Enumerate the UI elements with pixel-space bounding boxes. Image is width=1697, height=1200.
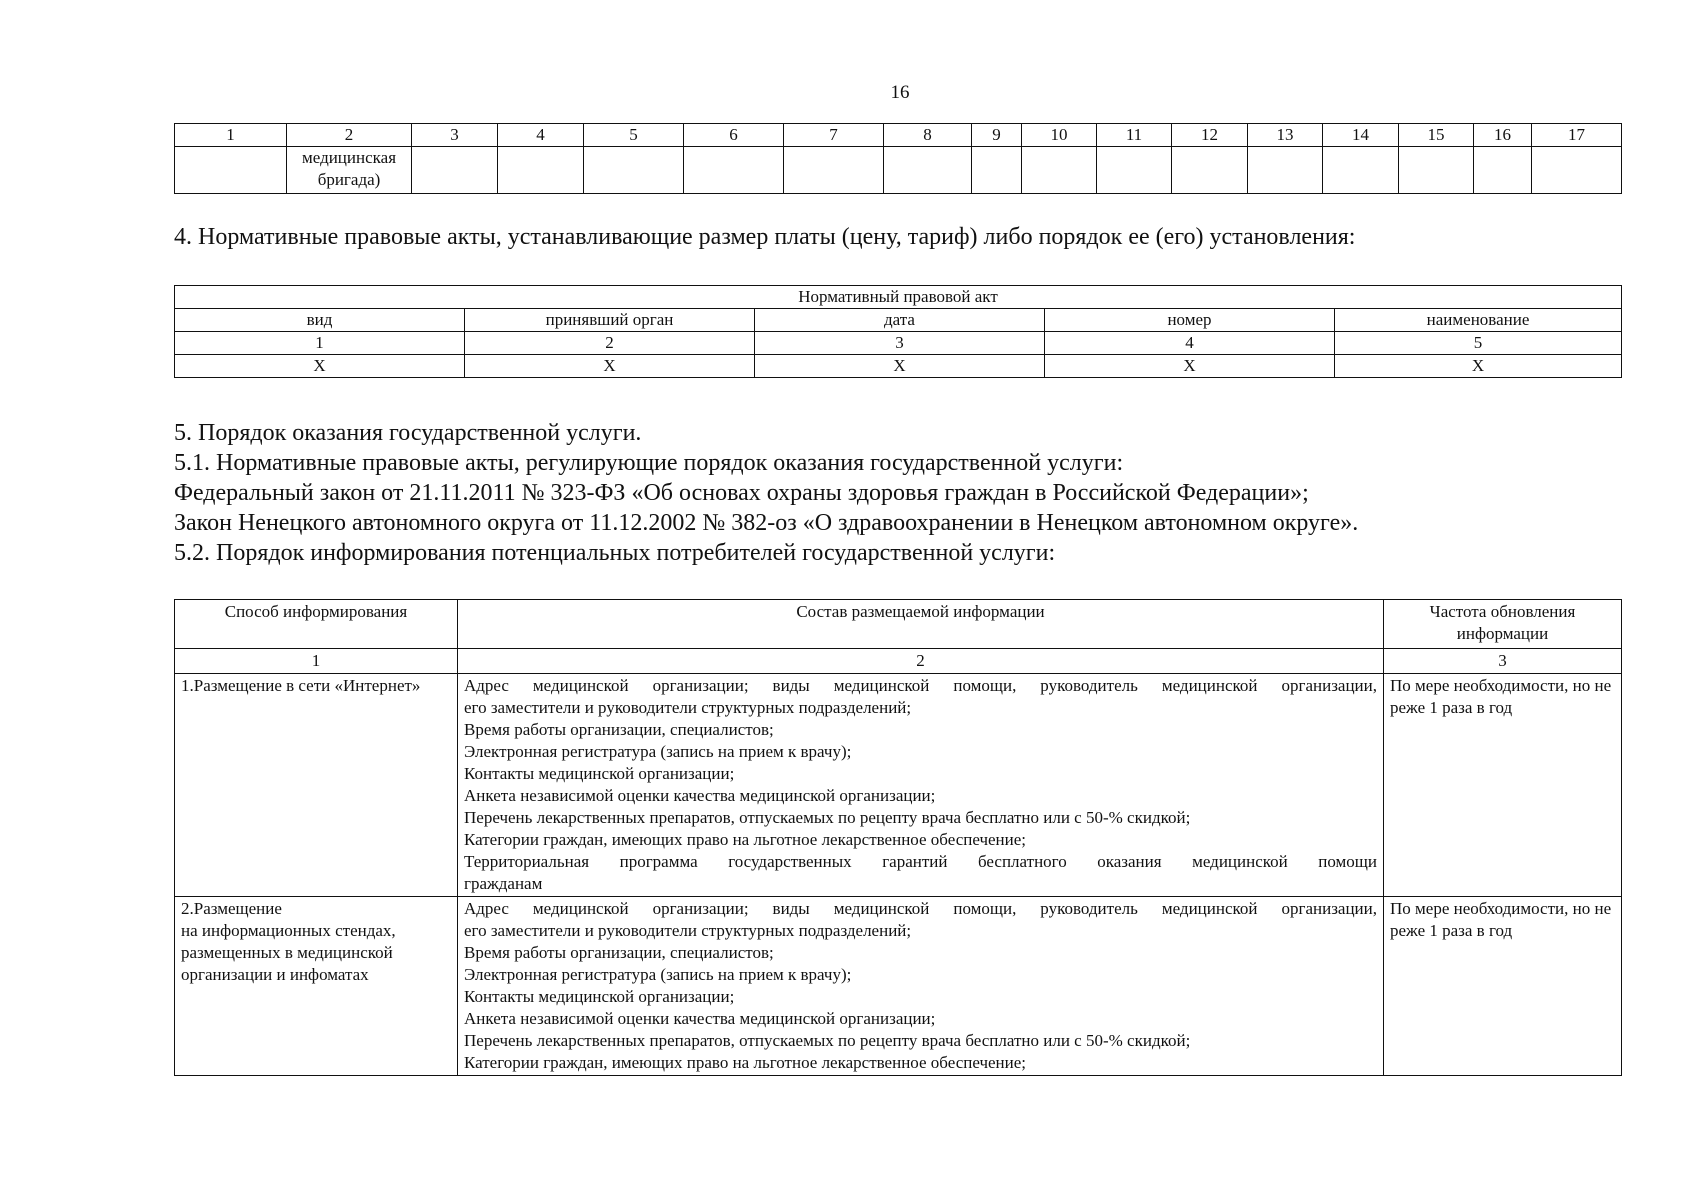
method-line: организации и инфоматах [181, 965, 369, 984]
column-number: 9 [972, 124, 1022, 147]
content-line: Территориальная программа государственных гарантий бесплатного оказания медицинской помощи [464, 852, 1377, 871]
content-line: Контакты медицинской организации; [464, 987, 735, 1006]
regional-law-line: Закон Ненецкого автономного округа от 11.12.2002 № 382-оз «О здравоохранении в Ненецком автономном округе». [174, 510, 1359, 536]
table-title: Нормативный правовой акт [175, 286, 1622, 309]
column-number: 2 [465, 332, 755, 355]
column-number: 13 [1248, 124, 1323, 147]
content-line: Время работы организации, специалистов; [464, 943, 774, 962]
content-cell [458, 674, 1384, 897]
content-line: Электронная регистратура (запись на прием к врачу); [464, 742, 852, 761]
informing-table [174, 599, 1622, 1076]
table-cell: Х [1045, 355, 1335, 378]
table-cell [175, 147, 287, 194]
section-5-2-heading: 5.2. Порядок информирования потенциальных потребителей государственной услуги: [174, 540, 1056, 566]
column-number: 14 [1323, 124, 1399, 147]
column-number: 3 [412, 124, 498, 147]
content-line: Время работы организации, специалистов; [464, 720, 774, 739]
content-line: Категории граждан, имеющих право на льготное лекарственное обеспечение; [464, 1053, 1027, 1072]
column-header: дата [755, 309, 1045, 332]
column-number: 3 [755, 332, 1045, 355]
column-number: 15 [1399, 124, 1474, 147]
table-cell [784, 147, 884, 194]
column-header: наименование [1335, 309, 1622, 332]
table-row [175, 332, 1622, 355]
column-number: 7 [784, 124, 884, 147]
section-4-heading: 4. Нормативные правовые акты, устанавливающие размер платы (цену, тариф) либо порядок ее (его) установления: [174, 224, 1356, 250]
continuation-table [174, 123, 1622, 194]
content-line: его заместители и руководители структурных подразделений; [464, 921, 912, 940]
column-number: 4 [498, 124, 584, 147]
normative-acts-table [174, 285, 1622, 378]
column-number: 17 [1532, 124, 1622, 147]
method-cell [175, 897, 458, 1076]
column-number: 10 [1022, 124, 1097, 147]
column-number: 1 [175, 332, 465, 355]
table-header-row [175, 309, 1622, 332]
column-number: 16 [1474, 124, 1532, 147]
content-line: его заместители и руководители структурных подразделений; [464, 698, 912, 717]
column-number: 4 [1045, 332, 1335, 355]
table-cell: Х [755, 355, 1045, 378]
table-row [175, 649, 1622, 674]
content-line: Электронная регистратура (запись на прием к врачу); [464, 965, 852, 984]
table-cell [1248, 147, 1323, 194]
table-cell [1172, 147, 1248, 194]
federal-law-line: Федеральный закон от 21.11.2011 № 323-ФЗ «Об основах охраны здоровья граждан в Российской Федерации»; [174, 480, 1309, 506]
content-line: Анкета независимой оценки качества медицинской организации; [464, 1009, 936, 1028]
column-header: принявший орган [465, 309, 755, 332]
content-line: Адрес медицинской организации; виды медицинской помощи, руководитель медицинской организации, [464, 676, 1377, 695]
table-cell [884, 147, 972, 194]
table-cell [584, 147, 684, 194]
table-cell [498, 147, 584, 194]
content-line: Перечень лекарственных препаратов, отпускаемых по рецепту врача бесплатно или с 50-% скидкой; [464, 808, 1191, 827]
table-header-row [175, 600, 1622, 649]
table-cell [1022, 147, 1097, 194]
column-header: Частота обновления информации [1384, 600, 1622, 649]
section-5-text [174, 418, 1358, 568]
table-cell: Х [465, 355, 755, 378]
table-row [175, 355, 1622, 378]
column-number: 11 [1097, 124, 1172, 147]
column-number: 5 [584, 124, 684, 147]
column-number: 6 [684, 124, 784, 147]
table-row [175, 674, 1622, 897]
content-line: Категории граждан, имеющих право на льготное лекарственное обеспечение; [464, 830, 1027, 849]
content-line: Перечень лекарственных препаратов, отпускаемых по рецепту врача бесплатно или с 50-% скидкой; [464, 1031, 1191, 1050]
column-number: 1 [175, 124, 287, 147]
table-row [175, 147, 1622, 194]
table-cell [412, 147, 498, 194]
column-number: 5 [1335, 332, 1622, 355]
table-cell [972, 147, 1022, 194]
table-cell [1323, 147, 1399, 194]
table-cell [1399, 147, 1474, 194]
method-line: 2.Размещение [181, 899, 282, 918]
column-header: вид [175, 309, 465, 332]
content-cell [458, 897, 1384, 1076]
table-cell [684, 147, 784, 194]
column-number: 2 [458, 649, 1384, 674]
method-line: размещенных в медицинской [181, 943, 393, 962]
content-line: гражданам [464, 874, 543, 893]
table-header-row [175, 124, 1622, 147]
content-line: Анкета независимой оценки качества медицинской организации; [464, 786, 936, 805]
page-number: 16 [890, 82, 910, 103]
method-line: на информационных стендах, [181, 921, 396, 940]
method-cell: 1.Размещение в сети «Интернет» [175, 674, 458, 897]
frequency-cell: По мере необходимости, но не реже 1 раза в год [1384, 897, 1622, 1076]
column-header: Способ информирования [175, 600, 458, 649]
column-number: 1 [175, 649, 458, 674]
column-number: 8 [884, 124, 972, 147]
section-5-1-heading: 5.1. Нормативные правовые акты, регулирующие порядок оказания государственной услуги: [174, 450, 1124, 476]
column-number: 2 [287, 124, 412, 147]
table-row [175, 897, 1622, 1076]
table-cell: медицинская бригада) [287, 147, 412, 194]
frequency-cell: По мере необходимости, но не реже 1 раза в год [1384, 674, 1622, 897]
column-header: Состав размещаемой информации [458, 600, 1384, 649]
table-cell: Х [175, 355, 465, 378]
content-line: Адрес медицинской организации; виды медицинской помощи, руководитель медицинской организации, [464, 899, 1377, 918]
column-header: номер [1045, 309, 1335, 332]
table-cell [1532, 147, 1622, 194]
table-cell: Х [1335, 355, 1622, 378]
table-cell [1097, 147, 1172, 194]
table-cell [1474, 147, 1532, 194]
content-line: Контакты медицинской организации; [464, 764, 735, 783]
column-number: 12 [1172, 124, 1248, 147]
section-5-heading: 5. Порядок оказания государственной услуги. [174, 420, 642, 446]
column-number: 3 [1384, 649, 1622, 674]
